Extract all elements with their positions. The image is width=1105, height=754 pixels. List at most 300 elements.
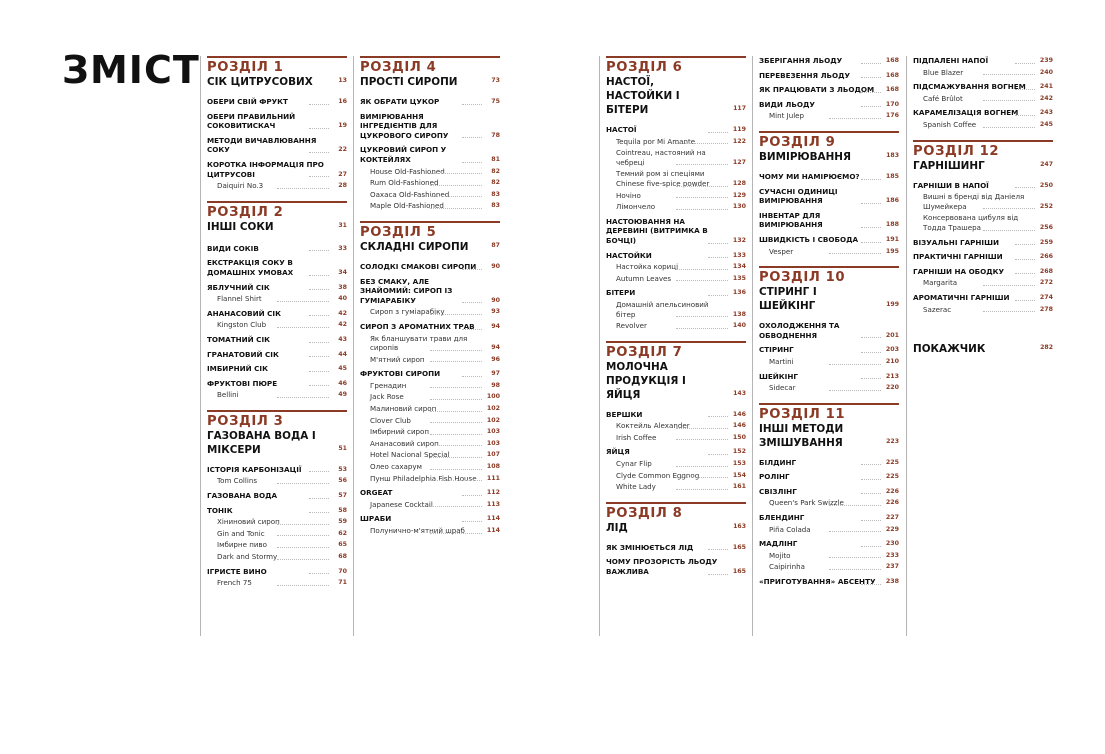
- toc-section-entry[interactable]: [759, 472, 899, 482]
- entry-title: БІТЕРИ: [606, 288, 636, 298]
- toc-section-entry[interactable]: [360, 488, 500, 498]
- entry-title: ЗБЕРІГАННЯ ЛЬОДУ: [759, 56, 843, 65]
- entry-title: ТОНІК: [207, 505, 233, 515]
- toc-recipe-entry[interactable]: [207, 517, 347, 527]
- page-number: 165: [732, 543, 746, 551]
- entry-title: ШЕЙКІНГ: [759, 371, 798, 381]
- page-number: 49: [338, 391, 347, 399]
- page-number: 170: [885, 100, 899, 108]
- toc-recipe-entry[interactable]: [606, 191, 746, 201]
- toc-recipe-entry[interactable]: [606, 482, 746, 492]
- entry-title: Mint Julep: [769, 111, 805, 121]
- entry-title: СИРОП З АРОМАТНИХ ТРАВ: [360, 321, 475, 331]
- toc-section-entry[interactable]: [606, 125, 746, 135]
- toc-section-entry[interactable]: [207, 97, 347, 107]
- entry-title: СТІРИНГ: [759, 345, 794, 355]
- page-number: 108: [486, 463, 500, 471]
- toc-column-5: [906, 56, 1053, 636]
- page-number: 220: [885, 384, 899, 392]
- page-number: 135: [732, 274, 746, 282]
- entry-title: Імбирне пиво: [217, 540, 267, 550]
- toc-section-entry[interactable]: [759, 71, 899, 81]
- toc-section-entry[interactable]: [207, 350, 347, 360]
- page-number: 107: [486, 451, 500, 459]
- page-number: 278: [1039, 305, 1053, 313]
- chapter-number: РОЗДІЛ 9: [759, 134, 836, 150]
- page-number: 82: [491, 179, 500, 187]
- toc-recipe-entry[interactable]: [606, 300, 746, 319]
- entry-title: ОХОЛОДЖЕННЯ ТА ОБВОДНЕННЯ: [759, 321, 840, 340]
- page-number: 90: [491, 262, 500, 270]
- toc-recipe-entry[interactable]: [360, 190, 500, 200]
- toc-section-entry[interactable]: [913, 267, 1053, 277]
- page-number: 33: [338, 244, 347, 252]
- toc-recipe-entry[interactable]: [207, 540, 347, 550]
- page-number: 62: [338, 529, 347, 537]
- toc-recipe-entry[interactable]: [360, 355, 500, 365]
- page-number: 203: [885, 346, 899, 354]
- page-number: 127: [732, 158, 746, 166]
- page-number: 153: [732, 460, 746, 468]
- toc-recipe-entry[interactable]: [606, 202, 746, 212]
- chapter-title-link[interactable]: [207, 220, 347, 234]
- toc-section-entry[interactable]: [759, 211, 899, 230]
- toc-section-entry[interactable]: [913, 108, 1053, 118]
- page-number: 53: [338, 465, 347, 473]
- toc-recipe-entry[interactable]: [360, 416, 500, 426]
- toc-section-entry[interactable]: [207, 506, 347, 516]
- chapter-rule: [759, 266, 899, 268]
- chapter-heading: [913, 140, 1053, 173]
- toc-section-entry[interactable]: [913, 238, 1053, 248]
- toc-section-entry[interactable]: [360, 277, 500, 306]
- entry-title: СОЛОДКІ СМАКОВІ СИРОПИ: [360, 261, 477, 271]
- toc-recipe-entry[interactable]: [360, 167, 500, 177]
- chapter-title: ІНШІ СОКИ: [207, 220, 274, 233]
- page-number: 73: [491, 77, 500, 84]
- chapter-title-link[interactable]: [606, 360, 746, 402]
- entry-title: Daiquiri No.3: [217, 181, 264, 191]
- toc-section-entry[interactable]: [207, 309, 347, 319]
- toc-recipe-entry[interactable]: [759, 525, 899, 535]
- entry-title: Темний ром зі спеціями Chinese five-spice powder: [616, 169, 710, 188]
- page-number: 240: [1039, 68, 1053, 76]
- entry-title: Japanese Cocktail: [370, 499, 433, 509]
- page-number: 28: [338, 182, 347, 190]
- chapter-number: РОЗДІЛ 6: [606, 60, 683, 75]
- page-number: 134: [732, 263, 746, 271]
- chapter-heading: [759, 131, 899, 164]
- toc-section-entry[interactable]: [606, 447, 746, 457]
- entry-title: ІНВЕНТАР ДЛЯ ВИМІРЮВАННЯ: [759, 210, 823, 230]
- toc-section-entry[interactable]: [759, 539, 899, 549]
- chapter-heading: [207, 56, 347, 89]
- toc-recipe-entry[interactable]: [360, 201, 500, 211]
- toc-section-entry[interactable]: [207, 491, 347, 501]
- entry-title: ІСТОРІЯ КАРБОНІЗАЦІЇ: [207, 464, 302, 474]
- entry-title: ВЕРШКИ: [606, 409, 643, 419]
- toc-section-entry[interactable]: [759, 235, 899, 245]
- page-number: 57: [338, 492, 347, 500]
- toc-column-1: [200, 56, 347, 636]
- toc-section-entry[interactable]: [606, 410, 746, 420]
- toc-section-entry[interactable]: [606, 217, 746, 246]
- entry-title: МАДЛІНГ: [759, 539, 798, 549]
- entry-title: КАРАМЕЛІЗАЦІЯ ВОГНЕМ: [913, 108, 1019, 118]
- toc-recipe-entry[interactable]: [913, 278, 1053, 288]
- entry-title: ЯЙЦЯ: [606, 447, 630, 457]
- toc-recipe-entry[interactable]: [606, 321, 746, 331]
- entry-title: Maple Old-Fashioned: [370, 201, 444, 211]
- entry-title: ПЕРЕВЕЗЕННЯ ЛЬОДУ: [759, 70, 851, 80]
- chapter-number: РОЗДІЛ 5: [360, 224, 437, 240]
- toc-recipe-entry[interactable]: [207, 320, 347, 330]
- page-number: 165: [732, 568, 746, 576]
- toc-section-entry[interactable]: [606, 251, 746, 261]
- entry-title: Dark and Stormy: [217, 552, 278, 562]
- toc-recipe-entry[interactable]: [360, 439, 500, 449]
- page-number: 111: [486, 474, 500, 482]
- chapter-title: МОЛОЧНА ПРОДУКЦІЯ І ЯЙЦЯ: [606, 360, 686, 401]
- page-number: 268: [1039, 267, 1053, 275]
- page-number: 102: [486, 416, 500, 424]
- entry-title: Rum Old-Fashioned: [370, 178, 439, 188]
- toc-recipe-entry[interactable]: [207, 476, 347, 486]
- entry-title: Малиновий сироп: [370, 404, 437, 414]
- entry-title: ВИМІРЮВАННЯ ІНГРЕДІЄНТІВ ДЛЯ ЦУКРОВОГО СИРОПУ: [360, 111, 449, 140]
- toc-section-entry[interactable]: [606, 543, 746, 553]
- page-number: 56: [338, 477, 347, 485]
- page-number: 90: [491, 296, 500, 304]
- chapter-title-link[interactable]: [606, 521, 746, 535]
- toc-section-entry[interactable]: [360, 97, 500, 107]
- toc-recipe-entry[interactable]: [759, 247, 899, 257]
- entry-title: ЯК ОБРАТИ ЦУКОР: [360, 97, 440, 106]
- entry-title: Queen's Park Swizzle: [769, 498, 844, 508]
- entry-title: ПІДПАЛЕНІ НАПОЇ: [913, 56, 989, 65]
- toc-section-entry[interactable]: [207, 244, 347, 254]
- entry-title: АНАНАСОВИЙ СІК: [207, 308, 281, 318]
- chapter-rule: [207, 56, 347, 58]
- entry-title: White Lady: [616, 482, 656, 492]
- chapter-heading: [360, 56, 500, 89]
- chapter-title: СКЛАДНІ СИРОПИ: [360, 240, 469, 253]
- entry-title: Tom Collins: [217, 476, 258, 486]
- toc-recipe-entry[interactable]: [606, 471, 746, 481]
- toc-section-entry[interactable]: [207, 567, 347, 577]
- entry-title: ЧОМУ МИ НАМІРЮЄМО?: [759, 171, 860, 181]
- toc-recipe-entry[interactable]: [913, 94, 1053, 104]
- toc-section-entry[interactable]: [913, 56, 1053, 66]
- entry-title: Пунш Philadelphia Fish House: [370, 473, 477, 483]
- page-number: 19: [338, 122, 347, 130]
- entry-title: НАСТОЮВАННЯ НА ДЕРЕВИНІ (ВИТРИМКА В БОЧЦІ): [606, 216, 708, 245]
- page-number: 161: [732, 483, 746, 491]
- toc-section-entry[interactable]: [360, 262, 500, 272]
- entry-title: Домашній апельсиновий бітер: [616, 299, 709, 319]
- toc-section-entry[interactable]: [360, 369, 500, 379]
- entry-title: Sidecar: [769, 383, 796, 393]
- page-number: 22: [338, 146, 347, 154]
- page-number: 129: [732, 191, 746, 199]
- chapter-title-link[interactable]: [759, 150, 899, 164]
- toc-section-entry[interactable]: [207, 112, 347, 131]
- page-number: 122: [732, 137, 746, 145]
- chapter-number: РОЗДІЛ 12: [913, 143, 1000, 159]
- page-number: 210: [885, 357, 899, 365]
- entry-title: Лімончело: [616, 202, 656, 212]
- entry-title: ІМБИРНИЙ СІК: [207, 364, 268, 374]
- page-number: 71: [338, 579, 347, 587]
- page-number: 185: [885, 172, 899, 180]
- entry-title: ВИДИ СОКІВ: [207, 243, 259, 253]
- toc-section-entry[interactable]: [360, 514, 500, 524]
- toc-recipe-entry[interactable]: [360, 450, 500, 460]
- toc-recipe-entry[interactable]: [360, 474, 500, 484]
- entry-title: Café Brûlot: [923, 93, 963, 103]
- chapter-title-link[interactable]: [759, 422, 899, 450]
- toc-recipe-entry[interactable]: [759, 551, 899, 561]
- toc-section-entry[interactable]: [207, 160, 347, 179]
- toc-recipe-entry[interactable]: [360, 178, 500, 188]
- chapter-number: РОЗДІЛ 10: [759, 270, 846, 286]
- toc-section-entry[interactable]: [207, 283, 347, 293]
- toc-recipe-entry[interactable]: [913, 120, 1053, 130]
- page-number: 58: [338, 506, 347, 514]
- entry-title: House Old-Fashioned: [370, 166, 445, 176]
- page-number: 128: [732, 179, 746, 187]
- toc-recipe-entry[interactable]: [360, 404, 500, 414]
- entry-title: Hotel Nacional Special: [370, 450, 450, 460]
- toc-section-entry[interactable]: [207, 364, 347, 374]
- entry-title: СВІЗЛІНГ: [759, 486, 797, 496]
- toc-section-entry[interactable]: [759, 172, 899, 182]
- entry-title: Kingston Club: [217, 320, 267, 330]
- toc-recipe-entry[interactable]: [913, 192, 1053, 211]
- entry-title: Clyde Common Eggnog: [616, 470, 700, 480]
- page-number: 100: [486, 393, 500, 401]
- entry-title: АРОМАТИЧНІ ГАРНІШИ: [913, 292, 1010, 302]
- chapter-rule: [606, 502, 746, 504]
- toc-section-entry[interactable]: [207, 258, 347, 277]
- entry-title: ORGEAT: [360, 488, 393, 498]
- toc-section-entry[interactable]: [759, 85, 899, 95]
- page-number: 42: [338, 309, 347, 317]
- chapter-rule: [360, 221, 500, 223]
- entry-title: Sazerac: [923, 304, 952, 314]
- toc-recipe-entry[interactable]: [360, 307, 500, 317]
- entry-title: Oaxaca Old-Fashioned: [370, 189, 450, 199]
- toc-section-entry[interactable]: [207, 335, 347, 345]
- chapter-title-link[interactable]: [207, 75, 347, 89]
- page-number: 250: [1039, 181, 1053, 189]
- toc-recipe-entry[interactable]: [207, 529, 347, 539]
- entry-title: Piña Colada: [769, 524, 811, 534]
- entry-title: ВИДИ ЛЬОДУ: [759, 99, 815, 109]
- entry-title: Gin and Tonic: [217, 528, 265, 538]
- page-number: 238: [885, 578, 899, 586]
- toc-section-entry[interactable]: [759, 577, 899, 587]
- toc-section-entry[interactable]: [913, 82, 1053, 92]
- toc-section-entry[interactable]: [759, 345, 899, 355]
- entry-title: ПІДСМАЖУВАННЯ ВОГНЕМ: [913, 82, 1026, 92]
- toc-section-entry[interactable]: [759, 321, 899, 340]
- page-number: 274: [1039, 293, 1053, 301]
- toc-recipe-entry[interactable]: [759, 357, 899, 367]
- toc-recipe-entry[interactable]: [360, 526, 500, 536]
- toc-section-entry[interactable]: [759, 513, 899, 523]
- toc-section-entry[interactable]: [759, 458, 899, 468]
- page-number: 93: [491, 308, 500, 316]
- index-entry[interactable]: [913, 342, 1053, 356]
- page-number: 199: [886, 301, 899, 309]
- chapter-title: ПРОСТІ СИРОПИ: [360, 76, 458, 88]
- toc-recipe-entry[interactable]: [913, 68, 1053, 78]
- chapter-title-link[interactable]: [360, 75, 500, 89]
- page-number: 114: [486, 515, 500, 523]
- entry-title: Clover Club: [370, 415, 411, 425]
- entry-title: «ПРИГОТУВАННЯ» АБСЕНТУ: [759, 577, 876, 587]
- toc-section-entry[interactable]: [360, 112, 500, 141]
- page-number: 243: [1039, 109, 1053, 117]
- page-number: 226: [885, 499, 899, 507]
- page-number: 87: [491, 241, 500, 249]
- toc-section-entry[interactable]: [913, 252, 1053, 262]
- toc-recipe-entry[interactable]: [913, 213, 1053, 232]
- toc-section-entry[interactable]: [759, 487, 899, 497]
- page-number: 230: [885, 540, 899, 548]
- toc-section-entry[interactable]: [360, 145, 500, 164]
- page-number: 83: [491, 202, 500, 210]
- toc-recipe-entry[interactable]: [360, 427, 500, 437]
- page-number: 65: [338, 541, 347, 549]
- toc-recipe-entry[interactable]: [606, 459, 746, 469]
- entry-title: ВІЗУАЛЬНІ ГАРНІШИ: [913, 237, 999, 247]
- entry-title: КОРОТКА ІНФОРМАЦІЯ ПРО ЦИТРУСОВІ: [207, 159, 324, 179]
- toc-recipe-entry[interactable]: [606, 169, 746, 188]
- toc-recipe-entry[interactable]: [207, 552, 347, 562]
- entry-title: Mojito: [769, 550, 791, 560]
- entry-title: Margarita: [923, 278, 958, 288]
- page-number: 176: [885, 112, 899, 120]
- entry-title: Вишні в бренді від Даніеля Шумейкера: [923, 192, 1025, 211]
- entry-title: Martini: [769, 356, 794, 366]
- page-number: 225: [885, 473, 899, 481]
- chapter-heading: [759, 266, 899, 313]
- page-number: 46: [338, 379, 347, 387]
- toc-section-entry[interactable]: [360, 322, 500, 332]
- entry-title: ЯК ЗМІНЮЄТЬСЯ ЛІД: [606, 542, 694, 552]
- toc-recipe-entry[interactable]: [360, 462, 500, 472]
- page-number: 75: [491, 98, 500, 105]
- toc-section-entry[interactable]: [913, 293, 1053, 303]
- page-number: 154: [732, 471, 746, 479]
- toc-section-entry[interactable]: [913, 181, 1053, 191]
- page-number: 31: [338, 221, 347, 229]
- page-number: 103: [486, 439, 500, 447]
- toc-recipe-entry[interactable]: [360, 334, 500, 353]
- page-number: 227: [885, 514, 899, 522]
- toc-recipe-entry[interactable]: [606, 421, 746, 431]
- page-number: 38: [338, 283, 347, 291]
- page-number: 168: [885, 57, 899, 64]
- page-number: 183: [886, 151, 899, 159]
- toc-recipe-entry[interactable]: [207, 181, 347, 191]
- toc-section-entry[interactable]: [759, 100, 899, 110]
- page-number: 98: [491, 381, 500, 389]
- page-number: 150: [732, 433, 746, 441]
- toc-recipe-entry[interactable]: [606, 274, 746, 284]
- entry-title: Полунично-м'ятний шраб: [370, 526, 465, 535]
- page-number: 146: [732, 422, 746, 430]
- chapter-title-link[interactable]: [360, 240, 500, 254]
- toc-section-entry[interactable]: [759, 56, 899, 66]
- entry-title: ШВИДКІСТЬ І СВОБОДА: [759, 234, 859, 244]
- toc-recipe-entry[interactable]: [759, 498, 899, 508]
- page-number: 83: [491, 190, 500, 198]
- toc-recipe-entry[interactable]: [606, 262, 746, 272]
- toc-recipe-entry[interactable]: [207, 294, 347, 304]
- chapter-heading: [207, 201, 347, 234]
- toc-recipe-entry[interactable]: [360, 392, 500, 402]
- toc-section-entry[interactable]: [759, 187, 899, 206]
- page-number: 191: [885, 235, 899, 243]
- chapter-title-link[interactable]: [207, 429, 347, 457]
- toc-section-entry[interactable]: [606, 288, 746, 298]
- page-number: 242: [1039, 94, 1053, 102]
- toc-recipe-entry[interactable]: [606, 433, 746, 443]
- toc-section-entry[interactable]: [606, 557, 746, 576]
- entry-title: Хіниновий сироп: [217, 517, 280, 527]
- entry-title: РОЛІНГ: [759, 472, 790, 482]
- toc-section-entry[interactable]: [207, 136, 347, 155]
- page-number: 113: [486, 500, 500, 508]
- toc-recipe-entry[interactable]: [606, 148, 746, 167]
- entry-title: Олео сахарум: [370, 462, 422, 472]
- toc-section-entry[interactable]: [759, 372, 899, 382]
- entry-title: ШРАБИ: [360, 514, 392, 524]
- chapter-title-link[interactable]: [913, 159, 1053, 173]
- toc-column-4: [752, 56, 899, 636]
- page-number: 213: [885, 372, 899, 380]
- entry-title: ФРУКТОВІ СИРОПИ: [360, 369, 441, 379]
- chapter-rule: [606, 341, 746, 343]
- toc-recipe-entry[interactable]: [207, 390, 347, 400]
- entry-title: ОБЕРИ ПРАВИЛЬНИЙ СОКОВИТИСКАЧ: [207, 111, 296, 131]
- toc-section-entry[interactable]: [207, 465, 347, 475]
- toc-recipe-entry[interactable]: [759, 111, 899, 121]
- toc-recipe-entry[interactable]: [913, 305, 1053, 315]
- chapter-heading: [606, 502, 746, 535]
- toc-recipe-entry[interactable]: [606, 137, 746, 147]
- toc-recipe-entry[interactable]: [360, 500, 500, 510]
- chapter-title: ЛІД: [606, 521, 628, 534]
- page-number: 82: [491, 167, 500, 175]
- page-number: 103: [486, 428, 500, 436]
- toc-recipe-entry[interactable]: [759, 383, 899, 393]
- toc-recipe-entry[interactable]: [360, 381, 500, 391]
- chapter-number: РОЗДІЛ 2: [207, 204, 284, 220]
- toc-recipe-entry[interactable]: [759, 562, 899, 572]
- toc-section-entry[interactable]: [207, 379, 347, 389]
- entry-title: Blue Blazer: [923, 67, 964, 77]
- chapter-number: РОЗДІЛ 11: [759, 406, 846, 422]
- toc-recipe-entry[interactable]: [207, 578, 347, 588]
- chapter-title-link[interactable]: [606, 75, 746, 117]
- index-title: ПОКАЖЧИК: [913, 343, 986, 356]
- entry-title: ГРАНАТОВИЙ СІК: [207, 349, 279, 359]
- chapter-title-link[interactable]: [759, 285, 899, 313]
